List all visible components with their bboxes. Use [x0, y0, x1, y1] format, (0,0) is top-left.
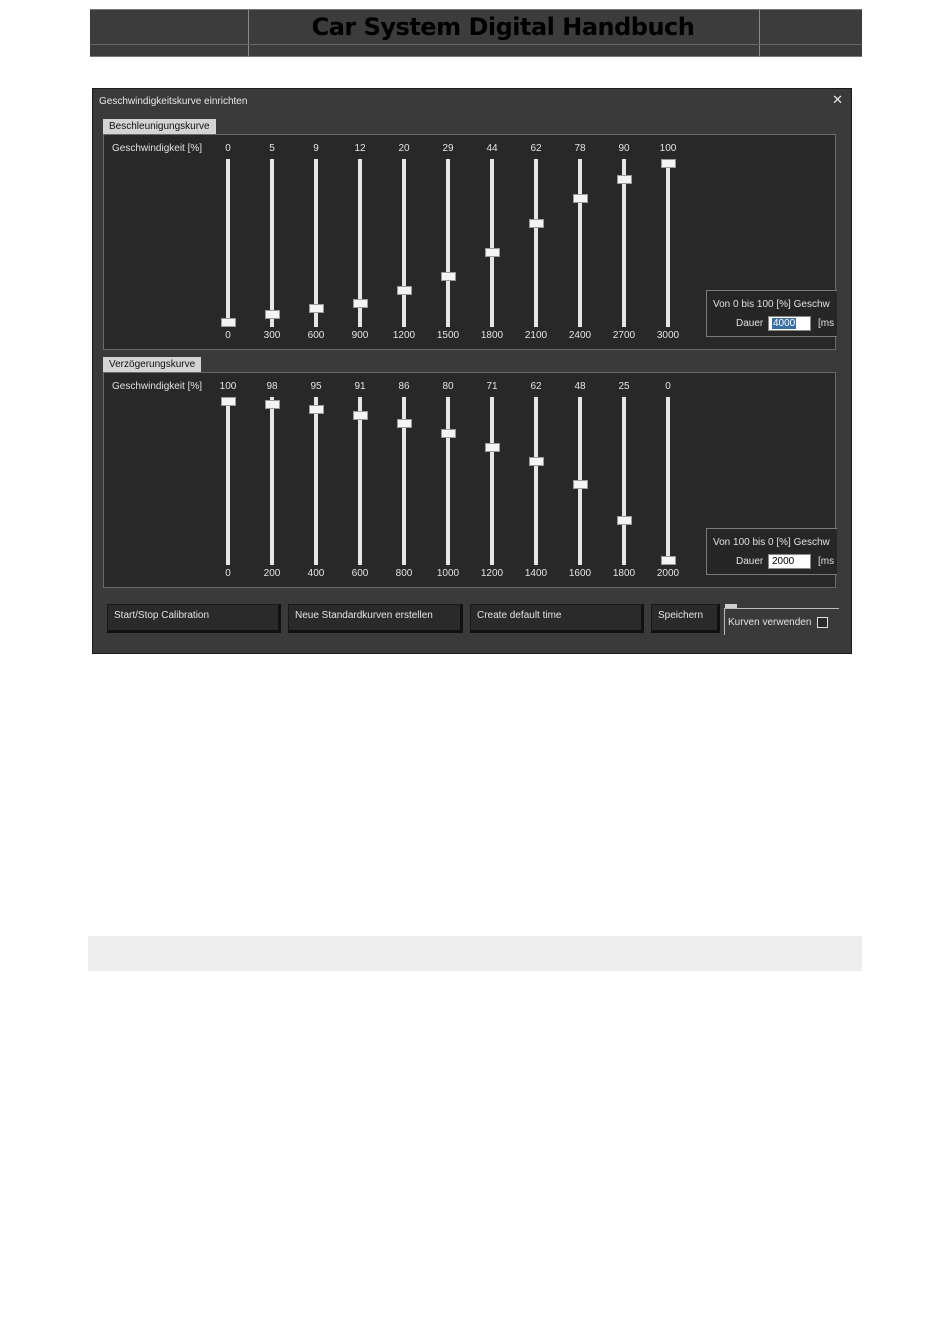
acceleration-speed-value: 44 — [486, 143, 498, 154]
acceleration-speed-value: 100 — [659, 143, 677, 154]
acceleration-slider-track[interactable] — [226, 159, 230, 327]
acceleration-info-text: Von 0 bis 100 [%] Geschw — [713, 299, 830, 310]
deceleration-slider-track[interactable] — [666, 397, 670, 565]
header-divider — [90, 44, 862, 45]
acceleration-time-value: 2100 — [524, 330, 548, 341]
acceleration-time-value: 600 — [307, 330, 325, 341]
acceleration-slider-track[interactable] — [622, 159, 626, 327]
deceleration-slider-thumb[interactable] — [485, 443, 500, 452]
deceleration-slider-thumb[interactable] — [397, 419, 412, 428]
deceleration-time-value: 0 — [225, 568, 231, 579]
deceleration-slider-track[interactable] — [446, 397, 450, 565]
save-button[interactable]: Speichern — [651, 604, 720, 633]
deceleration-speed-value: 95 — [310, 381, 322, 392]
acceleration-time-value: 300 — [263, 330, 281, 341]
acceleration-time-value: 1800 — [480, 330, 504, 341]
acceleration-speed-value: 62 — [530, 143, 542, 154]
deceleration-info-text: Von 100 bis 0 [%] Geschw — [713, 537, 830, 548]
deceleration-info-box — [706, 528, 837, 575]
deceleration-time-value: 800 — [395, 568, 413, 579]
deceleration-slider-thumb[interactable] — [265, 400, 280, 409]
acceleration-duration-value: 4000 — [773, 318, 796, 329]
info-box-tick — [707, 290, 719, 291]
use-curves-group — [724, 608, 839, 635]
deceleration-slider-thumb[interactable] — [617, 516, 632, 525]
deceleration-panel — [103, 372, 836, 588]
acceleration-slider-thumb[interactable] — [397, 286, 412, 295]
acceleration-slider-track[interactable] — [578, 159, 582, 327]
group-tick — [725, 604, 737, 608]
deceleration-slider-track[interactable] — [534, 397, 538, 565]
acceleration-slider-thumb[interactable] — [529, 219, 544, 228]
deceleration-speed-value: 86 — [398, 381, 410, 392]
deceleration-speed-value: 71 — [486, 381, 498, 392]
acceleration-speed-value: 5 — [269, 143, 275, 154]
deceleration-slider-thumb[interactable] — [309, 405, 324, 414]
deceleration-slider-thumb[interactable] — [573, 480, 588, 489]
acceleration-slider-track[interactable] — [270, 159, 274, 327]
deceleration-speed-value: 62 — [530, 381, 542, 392]
acceleration-slider-thumb[interactable] — [441, 272, 456, 281]
close-icon[interactable]: ✕ — [832, 93, 843, 108]
deceleration-time-value: 1000 — [436, 568, 460, 579]
header-left-cell — [90, 10, 249, 56]
deceleration-slider-thumb[interactable] — [529, 457, 544, 466]
deceleration-time-value: 1400 — [524, 568, 548, 579]
acceleration-slider-track[interactable] — [402, 159, 406, 327]
tab-acceleration[interactable]: Beschleunigungskurve — [103, 119, 216, 134]
acceleration-time-value: 1500 — [436, 330, 460, 341]
acceleration-duration-unit: [ms — [818, 318, 835, 329]
acceleration-time-value: 3000 — [656, 330, 680, 341]
footer-bar — [88, 936, 862, 971]
acceleration-time-value: 2700 — [612, 330, 636, 341]
deceleration-slider-track[interactable] — [226, 397, 230, 565]
use-curves-label: Kurven verwenden — [728, 617, 812, 628]
speed-curve-dialog — [92, 88, 852, 654]
deceleration-time-value: 200 — [263, 568, 281, 579]
acceleration-panel — [103, 134, 836, 350]
info-box-tick — [707, 528, 719, 529]
deceleration-time-value: 600 — [351, 568, 369, 579]
deceleration-duration-input[interactable] — [768, 554, 811, 569]
deceleration-speed-value: 48 — [574, 381, 586, 392]
acceleration-speed-value: 12 — [354, 143, 366, 154]
acceleration-speed-value: 0 — [225, 143, 231, 154]
acceleration-slider-track[interactable] — [446, 159, 450, 327]
deceleration-duration-value: 2000 — [772, 556, 795, 567]
acceleration-slider-thumb[interactable] — [485, 248, 500, 257]
deceleration-slider-track[interactable] — [358, 397, 362, 565]
acceleration-speed-value: 78 — [574, 143, 586, 154]
deceleration-time-value: 1600 — [568, 568, 592, 579]
new-standard-curves-button[interactable]: Neue Standardkurven erstellen — [288, 604, 463, 633]
deceleration-speed-value: 91 — [354, 381, 366, 392]
deceleration-slider-thumb[interactable] — [661, 556, 676, 565]
deceleration-slider-track[interactable] — [490, 397, 494, 565]
acceleration-slider-thumb[interactable] — [309, 304, 324, 313]
deceleration-speed-value: 0 — [665, 381, 671, 392]
acceleration-time-value: 0 — [225, 330, 231, 341]
acceleration-slider-track[interactable] — [490, 159, 494, 327]
use-curves-checkbox[interactable] — [817, 617, 828, 628]
acceleration-slider-thumb[interactable] — [353, 299, 368, 308]
acceleration-slider-thumb[interactable] — [221, 318, 236, 327]
acceleration-slider-track[interactable] — [534, 159, 538, 327]
acceleration-slider-thumb[interactable] — [573, 194, 588, 203]
document-title: Car System Digital Handbuch — [311, 13, 695, 41]
deceleration-time-value: 1200 — [480, 568, 504, 579]
deceleration-time-value: 400 — [307, 568, 325, 579]
acceleration-duration-input[interactable] — [768, 316, 811, 331]
acceleration-info-box — [706, 290, 837, 337]
acceleration-time-value: 1200 — [392, 330, 416, 341]
acceleration-slider-thumb[interactable] — [265, 310, 280, 319]
create-default-time-button[interactable]: Create default time — [470, 604, 644, 633]
window-title: Geschwindigkeitskurve einrichten — [99, 96, 248, 107]
acceleration-speed-value: 9 — [313, 143, 319, 154]
header-right-cell — [759, 10, 862, 56]
acceleration-slider-thumb[interactable] — [617, 175, 632, 184]
deceleration-duration-label: Dauer — [736, 556, 764, 567]
document-header — [90, 9, 862, 57]
deceleration-slider-track[interactable] — [622, 397, 626, 565]
acceleration-speed-value: 20 — [398, 143, 410, 154]
acceleration-slider-track[interactable] — [666, 159, 670, 327]
deceleration-slider-track[interactable] — [314, 397, 318, 565]
deceleration-slider-thumb[interactable] — [221, 397, 236, 406]
deceleration-speed-label: Geschwindigkeit [%] — [112, 381, 203, 392]
acceleration-slider-thumb[interactable] — [661, 159, 676, 168]
deceleration-time-value: 1800 — [612, 568, 636, 579]
acceleration-slider-track[interactable] — [314, 159, 318, 327]
tab-deceleration[interactable]: Verzögerungskurve — [103, 357, 201, 372]
acceleration-speed-value: 90 — [618, 143, 630, 154]
deceleration-slider-thumb[interactable] — [353, 411, 368, 420]
acceleration-speed-value: 29 — [442, 143, 454, 154]
acceleration-duration-label: Dauer — [736, 318, 764, 329]
deceleration-slider-thumb[interactable] — [441, 429, 456, 438]
deceleration-slider-track[interactable] — [270, 397, 274, 565]
deceleration-speed-value: 98 — [266, 381, 278, 392]
deceleration-speed-value: 25 — [618, 381, 630, 392]
deceleration-duration-unit: [ms — [818, 556, 835, 567]
acceleration-time-value: 2400 — [568, 330, 592, 341]
acceleration-time-value: 900 — [351, 330, 369, 341]
deceleration-speed-value: 100 — [219, 381, 237, 392]
deceleration-speed-value: 80 — [442, 381, 454, 392]
acceleration-speed-label: Geschwindigkeit [%] — [112, 143, 203, 154]
deceleration-time-value: 2000 — [656, 568, 680, 579]
start-stop-calibration-button[interactable]: Start/Stop Calibration — [107, 604, 281, 633]
